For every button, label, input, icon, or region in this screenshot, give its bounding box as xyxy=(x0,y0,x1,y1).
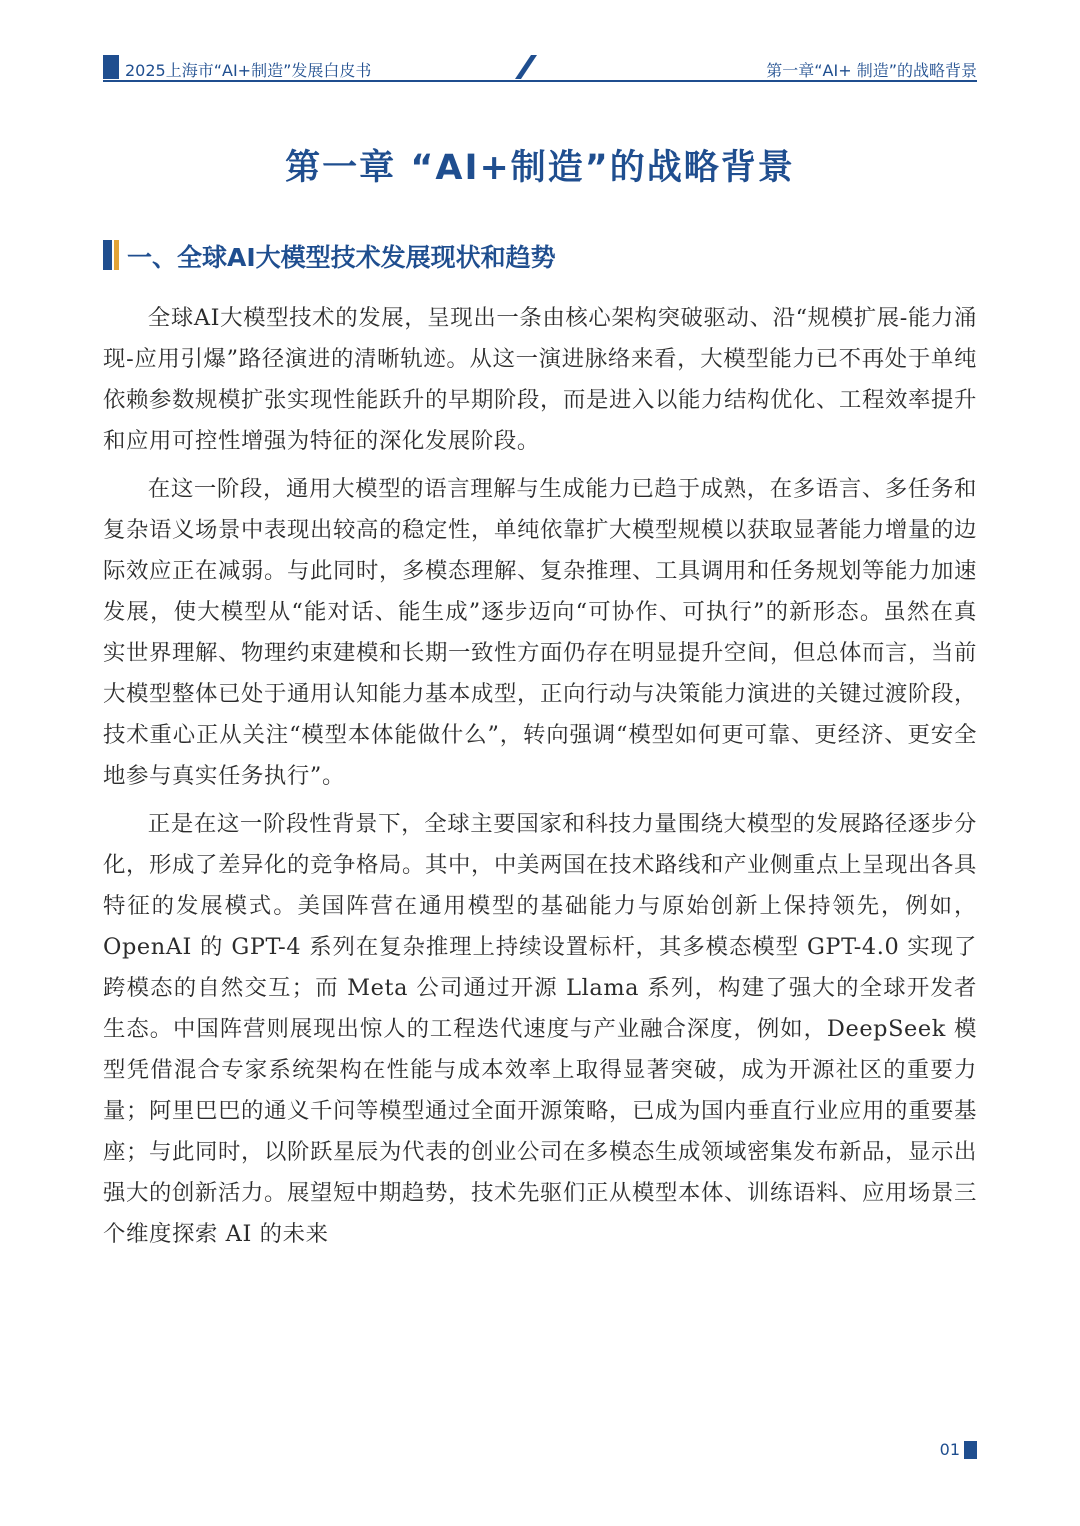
chapter-title: 第一章 “AI+制造”的战略背景 xyxy=(285,148,795,188)
section-marker-blue xyxy=(103,240,112,270)
body-text xyxy=(103,298,977,1262)
page-number xyxy=(940,1440,977,1459)
section-marker-orange xyxy=(114,240,119,270)
paragraph: 正是在这一阶段性背景下，全球主要国家和科技力量围绕大模型的发展路径逐步分化，形成了差异化的竞争格局。其中，中美两国在技术路线和产业侧重点上呈现出各具特征的发展模式。美国阵营在通用模型的基础能力与原始创新上保持领先，例如，OpenAI 的 GPT-4 系列在复杂推理上持续设置标杆，其多模态模型 GPT-4.0 实现了跨模态的自然交互；而 Meta 公司通过开源 Llama 系列，构建了强大的全球开发者生态。中国阵营则展现出惊人的工程迭代速度与产业融合深度，例如，DeepSeek 模型凭借混合专家系统架构在性能与成本效率上取得显著突破，成为开源社区的重要力量；阿里巴巴的通义千问等模型通过全面开源策略，已成为国内垂直行业应用的重要基座；与此同时，以阶跃星辰为代表的创业公司在多模态生成领域密集发布新品，显示出强大的创新活力。展望短中期趋势，技术先驱们正从模型本体、训练语料、应用场景三个维度探索 AI 的未来 xyxy=(103,811,977,1247)
section-heading-text: 一、全球AI大模型技术发展现状和趋势 xyxy=(127,243,556,272)
header-marker xyxy=(103,55,119,79)
section-heading xyxy=(103,238,977,274)
paragraph: 全球AI大模型技术的发展，呈现出一条由核心架构突破驱动、沿“规模扩展-能力涌现-应用引爆”路径演进的清晰轨迹。从这一演进脉络来看，大模型能力已不再处于单纯依赖参数规模扩张实现性能跃升的早期阶段，而是进入以能力结构优化、工程效率提升和应用可控性增强为特征的深化发展阶段。 xyxy=(103,305,977,454)
page-number-text: 01 xyxy=(939,1440,960,1459)
paragraph: 在这一阶段，通用大模型的语言理解与生成能力已趋于成熟，在多语言、多任务和复杂语义场景中表现出较高的稳定性，单纯依靠扩大模型规模以获取显著能力增量的边际效应正在减弱。与此同时，多模态理解、复杂推理、工具调用和任务规划等能力加速发展，使大模型从“能对话、能生成”逐步迈向“可协作、可执行”的新形态。虽然在真实世界理解、物理约束建模和长期一致性方面仍存在明显提升空间，但总体而言，当前大模型整体已处于通用认知能力基本成型，正向行动与决策能力演进的关键过渡阶段，技术重心正从关注“模型本体能做什么”，转向强调“模型如何更可靠、更经济、更安全地参与真实任务执行”。 xyxy=(103,476,977,789)
header-slash-decoration xyxy=(501,53,541,81)
header-rule xyxy=(103,80,977,82)
page-header xyxy=(103,53,977,83)
header-document-title: 2025上海市“AI+制造”发展白皮书 xyxy=(125,61,372,80)
page-number-marker xyxy=(964,1441,977,1459)
header-chapter-title: 第一章“AI+ 制造”的战略背景 xyxy=(766,61,977,80)
